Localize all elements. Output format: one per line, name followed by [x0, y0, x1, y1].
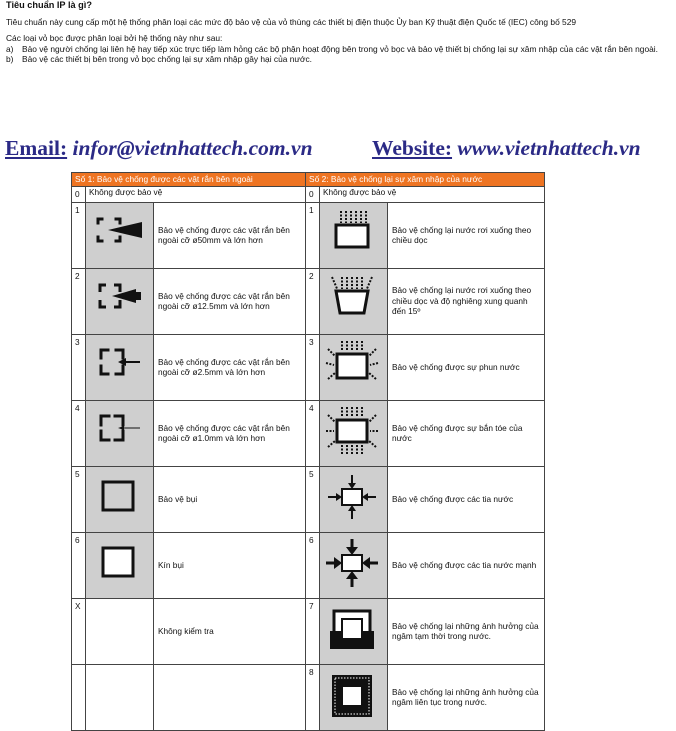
right-icon-cell [320, 598, 388, 664]
left-level-number: 5 [72, 466, 86, 532]
table-row [72, 400, 545, 466]
page-title: Tiêu chuẩn IP là gì? [6, 0, 92, 10]
solid-object-1mm-icon [86, 401, 150, 461]
table-row [72, 186, 545, 202]
list-marker: a) [6, 43, 14, 54]
spray-icon [320, 335, 384, 395]
left-level-text: Bảo vệ chống được các vật rắn bên ngoài cỡ ø12.5mm và lớn hơn [154, 268, 306, 334]
dust-protected-icon [86, 467, 150, 527]
right-level-number: 1 [306, 202, 320, 268]
tilted-drip-icon [320, 269, 384, 329]
left-level-text [154, 664, 306, 730]
left-column-header: Số 1: Bảo vệ chống được các vật rắn bên ngoài [72, 173, 306, 187]
right-level-number: 0 [306, 186, 320, 202]
dust-tight-icon [86, 533, 150, 593]
vertical-drip-icon [320, 203, 384, 263]
table-row [72, 664, 545, 730]
right-icon-cell [320, 664, 388, 730]
right-level-text: Bảo vệ chống lại những ảnh hưởng của ngâm liên tục trong nước. [388, 664, 545, 730]
right-icon-cell [320, 400, 388, 466]
right-level-number: 8 [306, 664, 320, 730]
left-level-text: Kín bụi [154, 532, 306, 598]
right-icon-cell [320, 532, 388, 598]
continuous-immersion-icon [320, 665, 384, 725]
solid-object-2-5mm-icon [86, 335, 150, 395]
table-row [72, 334, 545, 400]
left-icon-cell [86, 598, 154, 664]
left-level-number: 0 [72, 186, 86, 202]
contact-banner [5, 136, 675, 161]
left-icon-cell [86, 664, 154, 730]
right-icon-cell [320, 334, 388, 400]
left-level-text: Bảo vệ chống được các vật rắn bên ngoài cỡ ø2.5mm và lớn hơn [154, 334, 306, 400]
left-level-number [72, 664, 86, 730]
email-link[interactable]: infor@vietnhattech.com.vn [72, 136, 313, 160]
right-level-number: 7 [306, 598, 320, 664]
website-label: Website: [372, 136, 453, 160]
right-level-text: Bảo vệ chống được các tia nước mạnh [388, 532, 545, 598]
left-level-number: 6 [72, 532, 86, 598]
ip-rating-table [71, 172, 545, 731]
classification-lead: Các loại vỏ bọc được phân loại bởi hệ thống này như sau: [6, 33, 223, 43]
right-level-text: Bảo vệ chống được các tia nước [388, 466, 545, 532]
right-level-number: 5 [306, 466, 320, 532]
list-item-text: Bảo vệ các thiết bị bên trong vỏ bọc chống lại sự xâm nhập gây hại của nước. [22, 54, 312, 64]
left-icon-cell [86, 202, 154, 268]
left-level-number: 1 [72, 202, 86, 268]
table-header-row [72, 173, 545, 187]
list-item-text: Bảo vệ người chống lại liên hệ hay tiếp xúc trực tiếp làm hỏng các bộ phận hoạt động bên trong vỏ bọc và bảo vệ thiết bị chống lại sự xâm nhập của các vật rắn bên ngoài. [22, 43, 658, 54]
left-level-number: 2 [72, 268, 86, 334]
list-item-b [6, 54, 670, 65]
right-level-text: Không được bảo vệ [320, 186, 545, 202]
right-level-text: Bảo vệ chống lại nước rơi xuống theo chiều dọc và độ nghiêng xung quanh đến 15º [388, 268, 545, 334]
left-icon-cell [86, 532, 154, 598]
email-label: Email: [5, 136, 68, 160]
left-level-text: Không được bảo vệ [86, 186, 306, 202]
list-item-a [6, 44, 670, 55]
website-block [372, 136, 641, 161]
intro-paragraph: Tiêu chuẩn này cung cấp một hệ thống phân loại các mức độ bảo vệ của vỏ thùng các thiết bị điện thuộc Ủy ban Kỹ thuật điện Quốc tế (IEC) công bố 529 [6, 16, 577, 27]
temporary-immersion-icon [320, 599, 384, 659]
right-level-number: 4 [306, 400, 320, 466]
right-level-text: Bảo vệ chống lại những ảnh hưởng của ngâm tạm thời trong nước. [388, 598, 545, 664]
table-row [72, 268, 545, 334]
right-level-number: 2 [306, 268, 320, 334]
right-column-header: Số 2: Bảo vệ chống lại sự xâm nhập của nước [306, 173, 545, 187]
intro-section [6, 0, 670, 65]
left-icon-cell [86, 334, 154, 400]
left-icon-cell [86, 400, 154, 466]
table-row [72, 532, 545, 598]
right-icon-cell [320, 466, 388, 532]
right-icon-cell [320, 202, 388, 268]
right-level-text: Bảo vệ chống lại nước rơi xuống theo chiều dọc [388, 202, 545, 268]
left-level-number: X [72, 598, 86, 664]
table-row [72, 466, 545, 532]
email-block [5, 136, 313, 160]
powerful-jet-icon [320, 533, 384, 593]
solid-object-12-5mm-icon [86, 269, 150, 329]
water-jet-icon [320, 467, 384, 527]
right-level-number: 3 [306, 334, 320, 400]
list-marker: b) [6, 54, 14, 64]
table-row [72, 202, 545, 268]
right-icon-cell [320, 268, 388, 334]
website-link[interactable]: www.vietnhattech.vn [457, 136, 641, 160]
left-level-text: Bảo vệ bụi [154, 466, 306, 532]
left-icon-cell [86, 268, 154, 334]
left-level-number: 3 [72, 334, 86, 400]
right-level-text: Bảo vệ chống được sự phun nước [388, 334, 545, 400]
left-level-number: 4 [72, 400, 86, 466]
left-icon-cell [86, 466, 154, 532]
splash-icon [320, 401, 384, 461]
left-level-text: Bảo vệ chống được các vật rắn bên ngoài cỡ ø50mm và lớn hơn [154, 202, 306, 268]
table-row [72, 598, 545, 664]
left-level-text: Không kiểm tra [154, 598, 306, 664]
right-level-text: Bảo vệ chống được sự bắn tóe của nước [388, 400, 545, 466]
right-level-number: 6 [306, 532, 320, 598]
left-level-text: Bảo vệ chống được các vật rắn bên ngoài cỡ ø1.0mm và lớn hơn [154, 400, 306, 466]
solid-object-50mm-icon [86, 203, 150, 263]
